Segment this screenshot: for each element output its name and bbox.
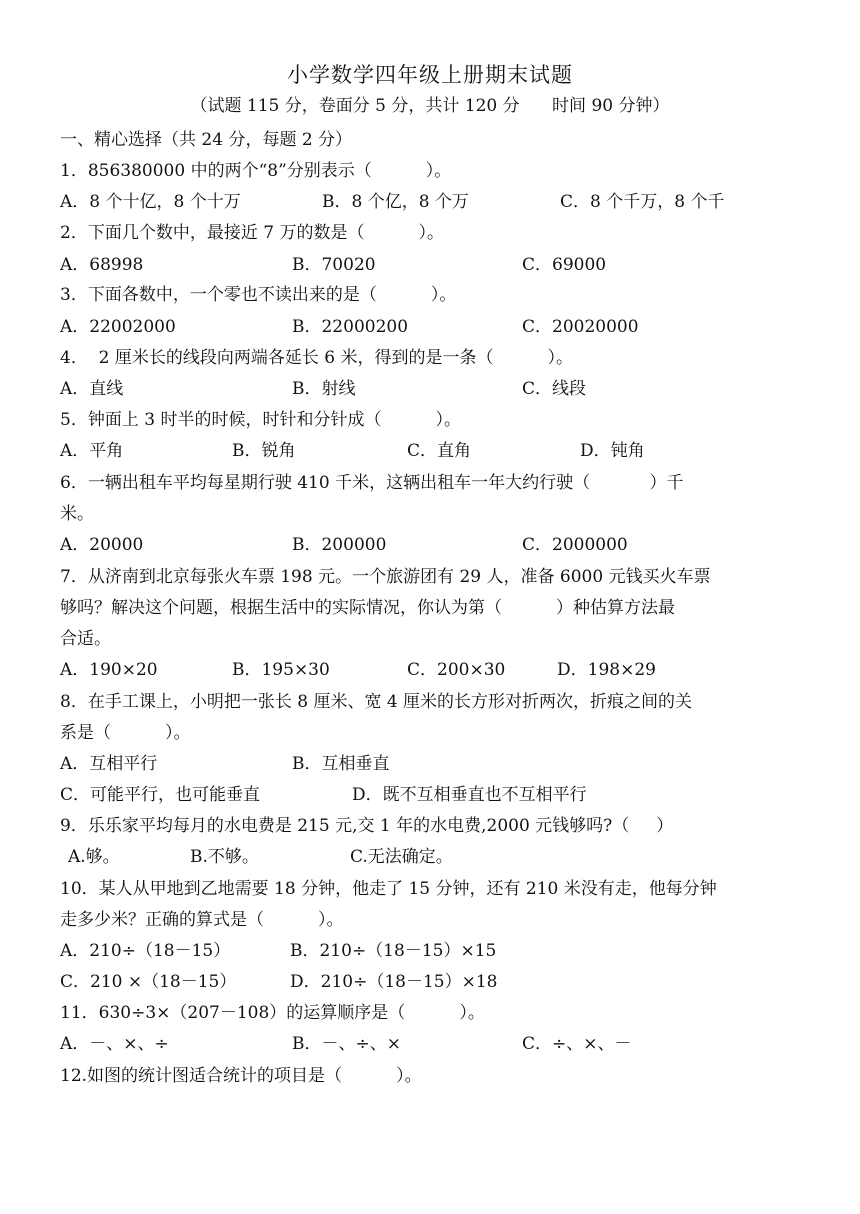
q11-option-a: A．－、×、÷	[60, 1034, 169, 1054]
question-4: 4． 2 厘米长的线段向两端各延长 6 米，得到的是一条（ ）。	[60, 348, 574, 368]
question-6-line-2: 米。	[60, 504, 94, 524]
q11-option-c: C．÷、×、－	[522, 1034, 632, 1054]
q5-option-a: A．平角	[60, 441, 124, 461]
q10-option-c: C．210 ×（18－15）	[60, 972, 237, 992]
question-5: 5．钟面上 3 时半的时候，时针和分针成（ ）。	[60, 410, 461, 430]
question-7-line-1: 7．从济南到北京每张火车票 198 元。一个旅游团有 29 人，准备 6000 元钱买火车票	[60, 567, 711, 587]
q10-option-b: B．210÷（18－15）×15	[290, 941, 497, 961]
q2-option-c: C．69000	[522, 255, 607, 275]
q2-option-a: A．68998	[60, 255, 144, 275]
question-7-line-3: 合适。	[60, 629, 111, 649]
q3-option-c: C．20020000	[522, 317, 639, 337]
q1-option-b: B．8 个亿，8 个万	[322, 192, 469, 212]
q1-option-c: C．8 个千万，8 个千	[560, 192, 725, 212]
section-heading: 一、精心选择（共 24 分，每题 2 分）	[60, 130, 353, 150]
exam-title: 小学数学四年级上册期末试题	[287, 63, 573, 87]
question-1: 1．856380000 中的两个“8”分别表示（ ）。	[60, 161, 452, 181]
question-11: 11．630÷3×（207－108）的运算顺序是（ ）。	[60, 1003, 485, 1023]
question-6-line-1: 6．一辆出租车平均每星期行驶 410 千米，这辆出租车一年大约行驶（ ）千	[60, 473, 684, 493]
q6-option-a: A．20000	[60, 535, 144, 555]
q5-option-c: C．直角	[407, 441, 472, 461]
q11-option-b: B．－、÷、×	[292, 1034, 401, 1054]
question-10-line-1: 10．某人从甲地到乙地需要 18 分钟，他走了 15 分钟，还有 210 米没有走，他每分钟	[60, 879, 717, 899]
q10-option-d: D．210÷（18－15）×18	[290, 972, 498, 992]
question-2: 2．下面几个数中，最接近 7 万的数是（ ）。	[60, 223, 444, 243]
q5-option-b: B．锐角	[232, 441, 296, 461]
question-7-line-2: 够吗？解决这个问题，根据生活中的实际情况，你认为第（ ）种估算方法最	[60, 598, 676, 618]
question-8-line-2: 系是（ ）。	[60, 723, 191, 743]
q3-option-b: B．22000200	[292, 317, 409, 337]
q7-option-c: C．200×30	[407, 660, 506, 680]
q9-option-b: B.不够。	[190, 847, 259, 867]
q7-option-b: B．195×30	[232, 660, 330, 680]
question-3: 3．下面各数中，一个零也不读出来的是（ ）。	[60, 285, 457, 305]
q4-option-b: B．射线	[292, 379, 356, 399]
q8-option-b: B．互相垂直	[292, 754, 390, 774]
exam-subtitle: （试题 115 分，卷面分 5 分，共计 120 分 时间 90 分钟）	[190, 96, 670, 116]
q8-option-a: A．互相平行	[60, 754, 158, 774]
q9-option-c: C.无法确定。	[350, 847, 453, 867]
q2-option-b: B．70020	[292, 255, 376, 275]
q5-option-d: D．钝角	[580, 441, 645, 461]
question-9: 9．乐乐家平均每月的水电费是 215 元,交 1 年的水电费,2000 元钱够吗?（ ）	[60, 816, 674, 836]
q8-option-c: C．可能平行，也可能垂直	[60, 785, 261, 805]
q6-option-b: B．200000	[292, 535, 387, 555]
q10-option-a: A．210÷（18－15）	[60, 941, 231, 961]
q7-option-d: D．198×29	[557, 660, 656, 680]
q6-option-c: C．2000000	[522, 535, 628, 555]
q7-option-a: A．190×20	[60, 660, 158, 680]
q8-option-d: D．既不互相垂直也不互相平行	[352, 785, 587, 805]
q1-option-a: A．8 个十亿，8 个十万	[60, 192, 241, 212]
q4-option-a: A．直线	[60, 379, 124, 399]
question-10-line-2: 走多少米？正确的算式是（ ）。	[60, 910, 344, 930]
question-12: 12.如图的统计图适合统计的项目是（ ）。	[60, 1066, 422, 1086]
q3-option-a: A．22002000	[60, 317, 176, 337]
q9-option-a: A.够。	[68, 847, 120, 867]
q4-option-c: C．线段	[522, 379, 587, 399]
question-8-line-1: 8．在手工课上，小明把一张长 8 厘米、宽 4 厘米的长方形对折两次，折痕之间的关	[60, 692, 693, 712]
